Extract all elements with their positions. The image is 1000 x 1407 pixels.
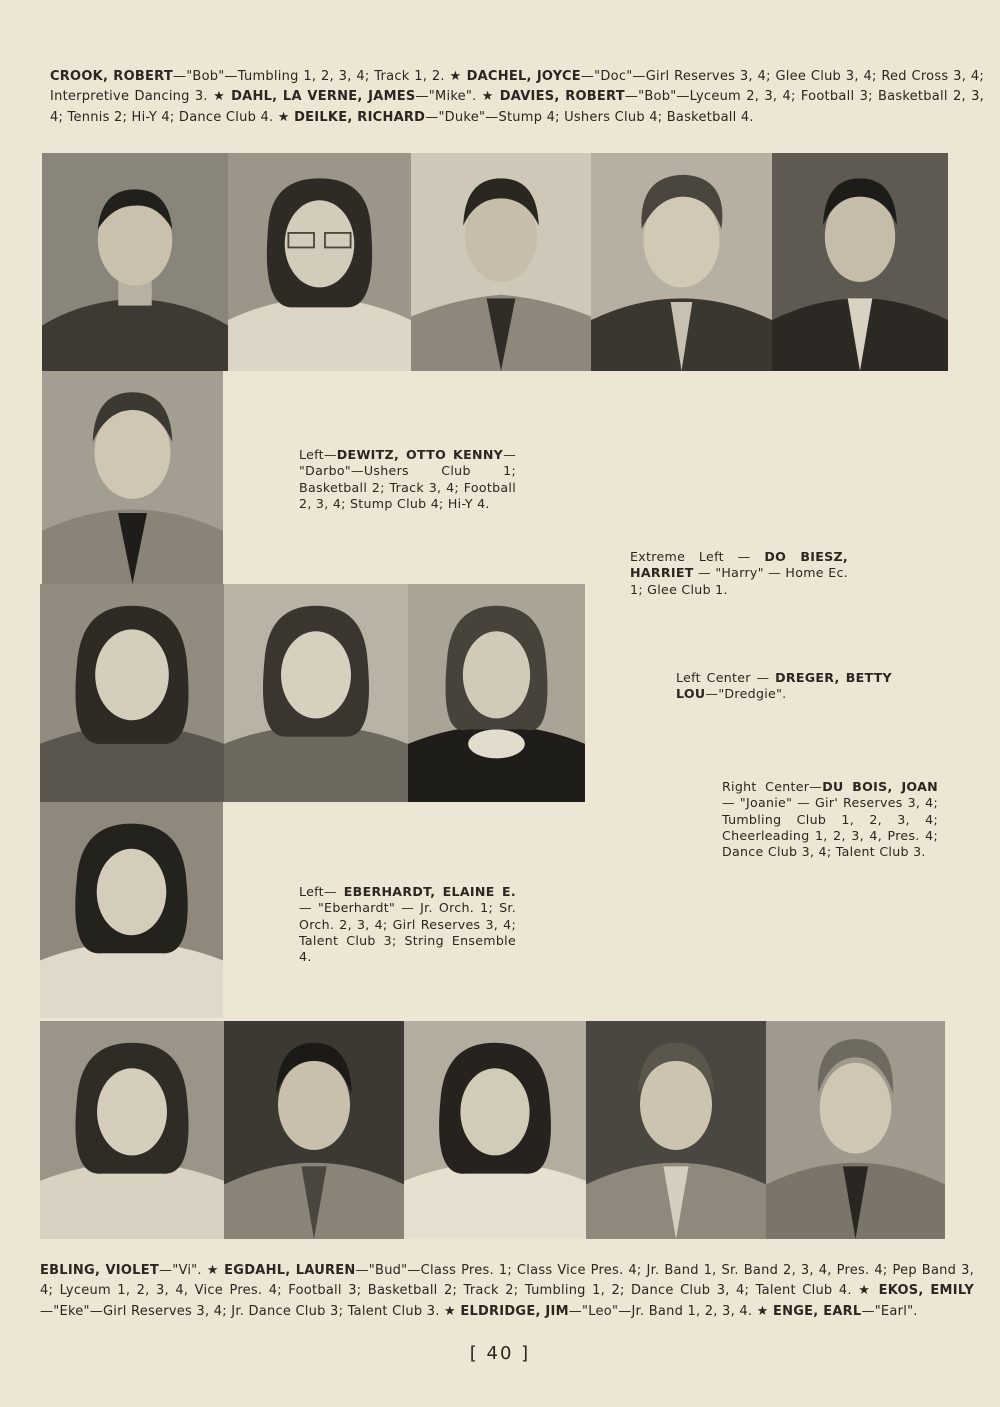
entry-name: DAVIES, ROBERT (499, 89, 625, 105)
portrait-egdahl (224, 1021, 404, 1239)
entry-detail: —"Duke"—Stump 4; Ushers Club 4; Basketball 4. (425, 109, 754, 125)
portrait-eldridge (586, 1021, 766, 1239)
star-separator: ★ (481, 89, 495, 105)
portrait-dobiesz (40, 584, 224, 802)
portrait-crook (42, 153, 228, 371)
star-separator: ★ (213, 89, 226, 105)
portrait-deilke (772, 153, 948, 371)
entry-eldridge (460, 1304, 752, 1319)
top-biography-paragraph (50, 67, 984, 128)
entry-detail: —"Mike". (415, 89, 477, 105)
caption-detail: — "Darbo"—Ushers Club 1; Basketball 2; Track 3, 4; Football 2, 3, 4; Stump Club 4; Hi-Y 4. (299, 447, 516, 511)
caption-name: DEWITZ, OTTO KENNY (336, 447, 504, 462)
entry-name: CROOK, ROBERT (50, 69, 173, 84)
portrait-dreger (224, 584, 408, 802)
entry-name: ENGE, EARL (772, 1303, 862, 1319)
entry-detail: —"Leo"—Jr. Band 1, 2, 3, 4. (568, 1303, 753, 1319)
star-separator: ★ (206, 1263, 220, 1278)
portrait-ekos (404, 1021, 586, 1239)
star-separator: ★ (449, 69, 462, 84)
caption-eberhardt (299, 884, 516, 965)
caption-dobiesz (630, 549, 848, 598)
caption-dewitz (299, 447, 516, 512)
portrait-ebling (40, 1021, 224, 1239)
star-separator: ★ (858, 1283, 873, 1299)
caption-detail: — "Eberhardt" — Jr. Orch. 1; Sr. Orch. 2, 3, 4; Girl Reserves 3, 4; Talent Club 3; String Ensemble 4. (299, 900, 516, 965)
portrait-dachel (228, 153, 411, 371)
entry-detail: —"Eke"—Girl Reserves 3, 4; Jr. Dance Club 3; Talent Club 3. (40, 1303, 440, 1319)
entry-detail: —"Bob"—Lyceum 2, 3, 4; Football 3; Basketball 2, 3, 4; Tennis 2; Hi-Y 4; Dance Club 4. (50, 89, 985, 125)
entry-detail: —"Bud"—Class Pres. 1; Class Vice Pres. 4; Jr. Band 1, Sr. Band 2, 3, 4, Pres. 4; Pep Band 3, 4; Lyceum 1, 2, 3, 4, Vice Pres. 4; Football 3; Basketball 2; Track 2; Tumbling 1, 2; Dance Club 3, 4; Talent Club 4. (40, 1263, 975, 1299)
entry-enge (773, 1304, 918, 1319)
caption-prefix: Left— (299, 884, 344, 899)
caption-name: DU BOIS, JOAN (822, 779, 938, 794)
entry-dahl (231, 89, 476, 104)
entry-deilke (294, 110, 754, 125)
portrait-enge (766, 1021, 945, 1239)
portrait-davies (591, 153, 772, 371)
caption-name: DREGER, BETTY LOU (676, 670, 892, 702)
entry-detail: —"Doc"—Girl Reserves 3, 4; Glee Club 3, 4; Red Cross 3, 4; Interpretive Dancing 3. (50, 69, 984, 105)
star-separator: ★ (277, 109, 290, 125)
portrait-dahl (411, 153, 591, 371)
entry-detail: —"Vi". (158, 1263, 202, 1278)
entry-crook (50, 69, 445, 84)
caption-dreger (676, 670, 892, 703)
portrait-dewitz (42, 371, 223, 584)
caption-prefix: Extreme Left — (630, 549, 765, 564)
caption-name: EBERHARDT, ELAINE E. (343, 884, 516, 899)
entry-name: EBLING, VIOLET (40, 1263, 159, 1278)
caption-prefix: Left Center — (676, 670, 776, 685)
entry-name: DAHL, LA VERNE, JAMES (231, 89, 416, 105)
bottom-biography-paragraph (40, 1261, 974, 1322)
entry-name: EGDAHL, LAUREN (224, 1263, 356, 1278)
entry-detail: —"Bob"—Tumbling 1, 2, 3, 4; Track 1, 2. (172, 69, 445, 84)
entry-ebling (40, 1263, 202, 1278)
caption-dubois (722, 779, 938, 860)
portrait-dubois (408, 584, 585, 802)
caption-name: DO BIESZ, HARRIET (630, 549, 848, 581)
caption-detail: — "Harry" — Home Ec. 1; Glee Club 1. (630, 565, 848, 597)
page-number: [ 40 ] (469, 1343, 531, 1364)
entry-name: EKOS, EMILY (878, 1283, 975, 1299)
caption-prefix: Left— (299, 447, 337, 462)
entry-name: ELDRIDGE, JIM (460, 1303, 569, 1319)
portrait-eberhardt (40, 802, 223, 1018)
caption-prefix: Right Center— (722, 779, 823, 794)
star-separator: ★ (756, 1303, 769, 1319)
caption-detail: —"Dredgie". (705, 686, 787, 702)
entry-name: DACHEL, JOYCE (466, 69, 581, 84)
caption-detail: — "Joanie" — Gir' Reserves 3, 4; Tumbling Club 1, 2, 3, 4; Cheerleading 1, 2, 3, 4, Pres. 4; Dance Club 3, 4; Talent Club 3. (722, 795, 938, 860)
star-separator: ★ (444, 1303, 456, 1319)
entry-name: DEILKE, RICHARD (294, 109, 426, 125)
entry-detail: —"Earl". (861, 1303, 918, 1319)
